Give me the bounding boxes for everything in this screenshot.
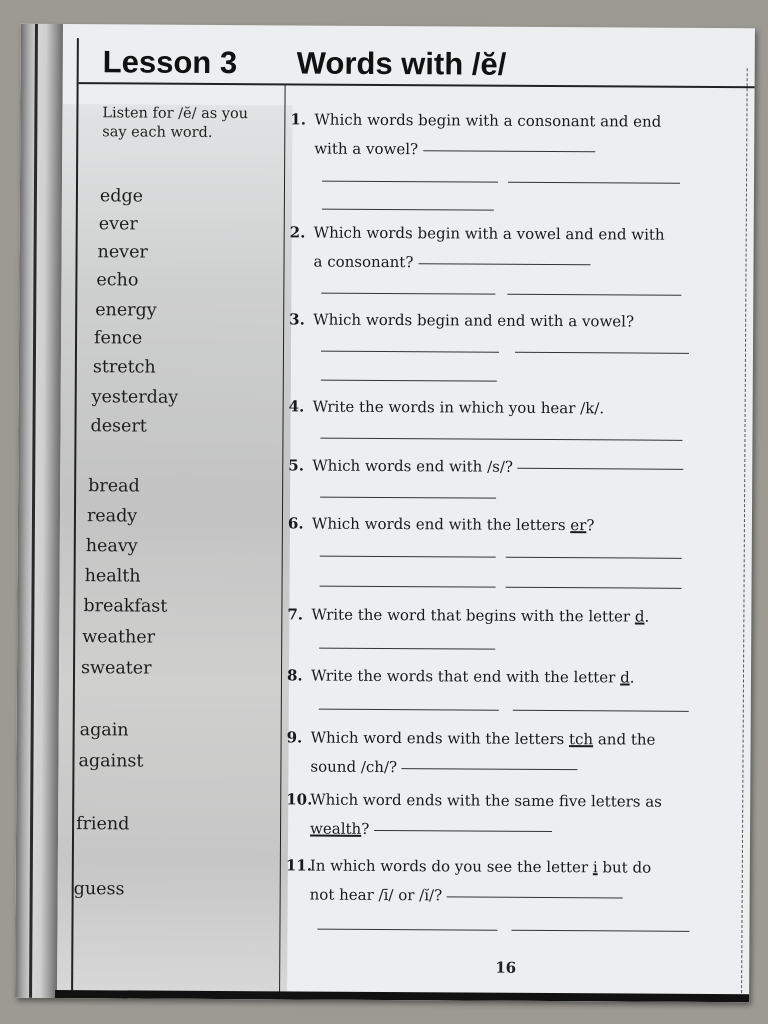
answer-line[interactable] [511,930,689,932]
page-binding [15,24,63,998]
spelling-word: fence [94,328,143,349]
question-10: 10.Which word ends with the same five letters as wealth? [286,790,662,838]
lesson-topic: Words with /ĕ/ [296,45,507,82]
question-3: 3. Which words begin and end with a vowel? [289,310,635,331]
answer-line[interactable] [321,351,499,353]
spelling-word: bread [88,476,140,497]
spelling-word: heavy [85,536,138,557]
answer-line[interactable] [320,556,496,558]
lesson-label: Lesson 3 [102,44,238,81]
spelling-word: echo [96,270,139,291]
question-1: 1. Which words begin with a consonant and end with a vowel? [290,110,662,159]
spelling-word: ever [98,214,138,235]
question-6: 6. Which words end with the letters er? [287,514,595,535]
answer-line[interactable] [506,587,682,589]
spelling-word: breakfast [83,596,168,617]
page-right-edge [741,68,749,998]
spelling-word: guess [73,879,125,900]
answer-line[interactable] [320,497,496,499]
spelling-word: energy [95,300,157,321]
answer-line[interactable] [320,438,682,441]
spelling-word: health [84,566,141,587]
spelling-word: never [97,242,148,263]
answer-line[interactable] [322,209,494,211]
answer-line[interactable] [321,380,497,382]
answer-line[interactable] [320,586,496,588]
bottom-rule [55,990,749,1002]
answer-line[interactable] [317,929,497,931]
page-number: 16 [495,958,517,977]
spelling-word: again [79,720,129,741]
spelling-word: desert [90,416,147,437]
question-8: 8. Write the words that end with the letter d. [286,666,635,687]
spelling-word: stretch [92,357,156,378]
answer-line[interactable] [507,294,681,296]
answer-line[interactable] [319,648,495,650]
spelling-word: yesterday [91,387,179,408]
spelling-word: against [78,751,144,772]
answer-line[interactable] [513,710,689,712]
workbook-page [15,24,755,1002]
answer-line[interactable] [506,557,682,559]
spelling-word: ready [86,506,138,527]
question-2: 2. Which words begin with a vowel and end with a consonant? [289,223,665,272]
spelling-word: weather [82,627,156,648]
question-4: 4. Write the words in which you hear /k/. [288,397,605,418]
answer-line[interactable] [322,181,498,183]
spelling-word: edge [99,186,144,207]
question-9: 9. Which word ends with the letters tch and the sound /ch/? [286,728,656,777]
answer-line[interactable] [321,293,495,295]
intro-instruction: Listen for /ĕ/ as you say each word. [102,105,249,141]
answer-line[interactable] [515,352,689,354]
answer-line[interactable] [508,182,680,184]
spelling-word: sweater [80,658,152,679]
spelling-word: friend [76,814,130,835]
question-5: 5. Which words end with /s/? [288,451,728,483]
answer-line[interactable] [319,709,499,711]
question-7: 7. Write the word that begins with the letter d. [287,605,650,626]
question-11: 11.In which words do you see the letter i but do not hear /ī/ or /ĭ/? [285,856,652,905]
